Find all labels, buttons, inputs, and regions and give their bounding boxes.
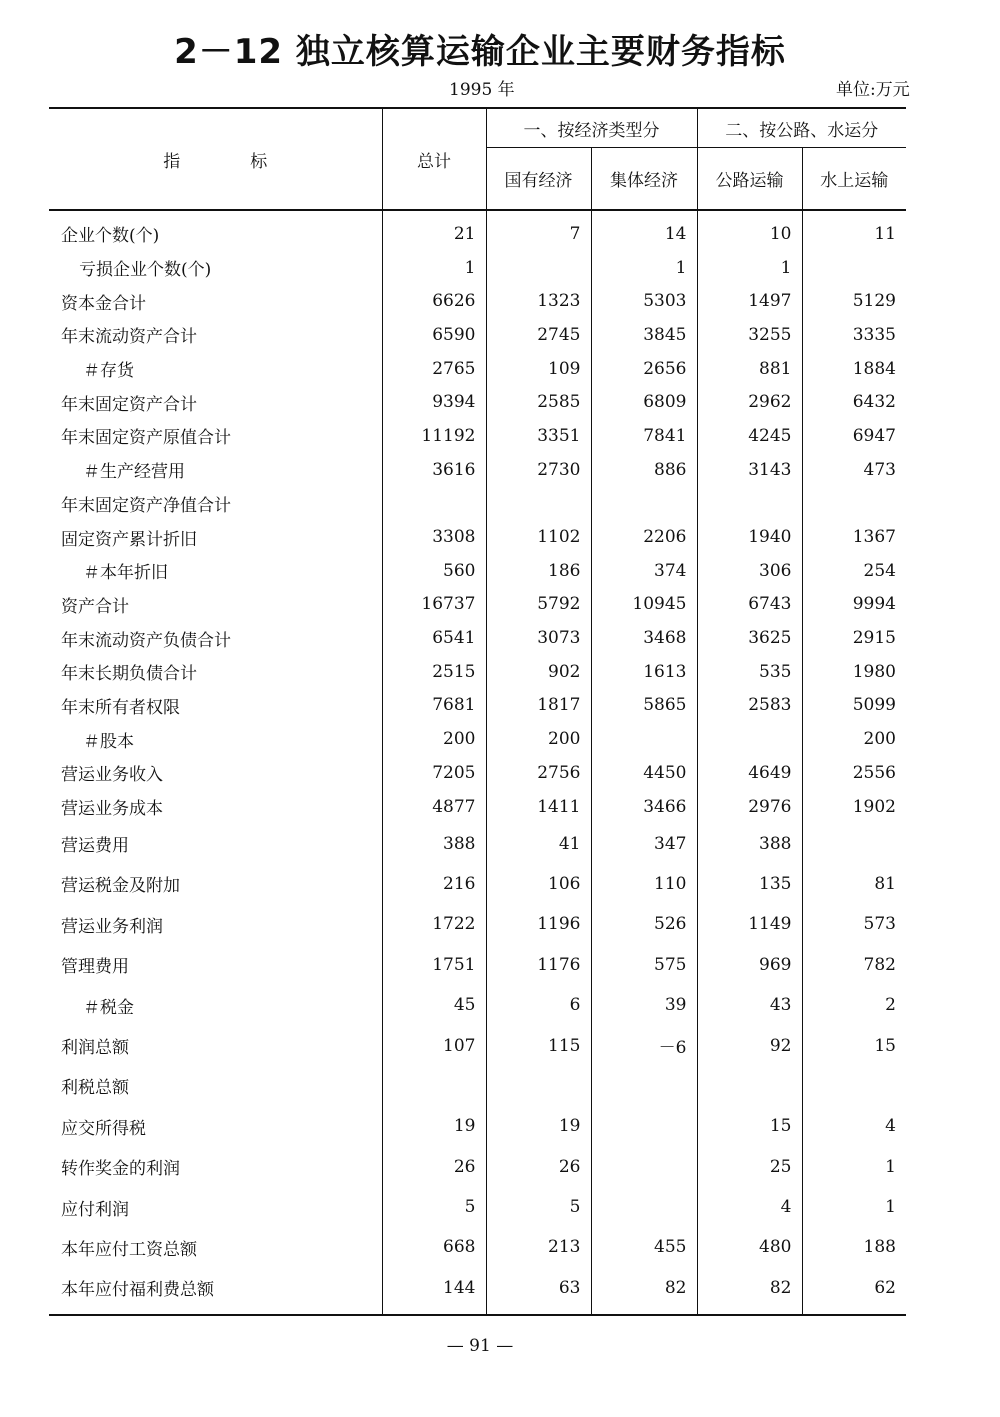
cell-coll: 10945 — [591, 588, 697, 622]
cell-water: 1 — [802, 1147, 906, 1187]
table-row — [49, 1147, 906, 1187]
cell-water — [802, 1066, 906, 1106]
cell-road: 1 — [697, 251, 802, 285]
financial-indicators-table — [49, 107, 906, 1316]
cell-total: 2515 — [382, 655, 486, 689]
cell-state: 106 — [486, 864, 591, 904]
table-row — [49, 1227, 906, 1267]
cell-coll: 7841 — [591, 419, 697, 453]
cell-road: 25 — [697, 1147, 802, 1187]
cell-water: 1980 — [802, 655, 906, 689]
cell-state: 3351 — [486, 419, 591, 453]
cell-state: 1176 — [486, 945, 591, 985]
cell-total — [382, 487, 486, 521]
cell-total: 9394 — [382, 385, 486, 419]
row-label: 资本金合计 — [61, 293, 146, 314]
cell-state: 1411 — [486, 790, 591, 824]
row-label: 企业个数(个) — [61, 226, 160, 247]
cell-coll: 5865 — [591, 689, 697, 723]
row-label: ＃生产经营用 — [83, 462, 185, 483]
indicator-header-char-2: 标 — [250, 151, 268, 172]
row-label: 资产合计 — [61, 596, 129, 617]
cell-total: 3308 — [382, 520, 486, 554]
row-label: ＃税金 — [83, 997, 134, 1018]
cell-total: 16737 — [382, 588, 486, 622]
cell-state: 63 — [486, 1268, 591, 1315]
row-label: 年末流动资产合计 — [61, 327, 197, 348]
row-label: 年末长期负债合计 — [61, 664, 197, 685]
cell-state: 7 — [486, 210, 591, 251]
cell-state: 200 — [486, 722, 591, 756]
row-label: 年末流动资产负债合计 — [61, 630, 231, 651]
cell-road: 2583 — [697, 689, 802, 723]
cell-total: 200 — [382, 722, 486, 756]
cell-water — [802, 823, 906, 863]
cell-road: 10 — [697, 210, 802, 251]
cell-water: 200 — [802, 722, 906, 756]
table-row — [49, 756, 906, 790]
row-label: 应付利润 — [61, 1199, 129, 1220]
cell-total: 4877 — [382, 790, 486, 824]
row-label: 年末固定资产合计 — [61, 394, 197, 415]
page-title: 2－12 独立核算运输企业主要财务指标 — [174, 32, 786, 72]
cell-coll: 6809 — [591, 385, 697, 419]
table-row — [49, 864, 906, 904]
table-row — [49, 1187, 906, 1227]
cell-water: 5129 — [802, 284, 906, 318]
cell-road: 1497 — [697, 284, 802, 318]
row-label: 固定资产累计折旧 — [61, 529, 197, 550]
cell-total: 560 — [382, 554, 486, 588]
row-label: 营运税金及附加 — [61, 876, 180, 897]
cell-coll: 110 — [591, 864, 697, 904]
cell-water: 1 — [802, 1187, 906, 1227]
cell-water: 2 — [802, 985, 906, 1025]
cell-state: 1323 — [486, 284, 591, 318]
cell-water: 2915 — [802, 621, 906, 655]
table-row — [49, 904, 906, 944]
cell-coll — [591, 1066, 697, 1106]
row-label: 年末固定资产净值合计 — [61, 495, 231, 516]
cell-state: 213 — [486, 1227, 591, 1267]
cell-total: 6626 — [382, 284, 486, 318]
year-label: 1995 年 — [449, 80, 515, 100]
cell-coll: 1 — [591, 251, 697, 285]
cell-state — [486, 251, 591, 285]
cell-total: 7205 — [382, 756, 486, 790]
cell-water: 573 — [802, 904, 906, 944]
cell-road: 881 — [697, 352, 802, 386]
cell-water: 81 — [802, 864, 906, 904]
cell-coll: 575 — [591, 945, 697, 985]
table-row — [49, 520, 906, 554]
economic-type-group-header: 一、按经济类型分 — [486, 108, 697, 148]
cell-road: 1940 — [697, 520, 802, 554]
road-transport-column-header: 公路运输 — [697, 148, 802, 210]
cell-total: 21 — [382, 210, 486, 251]
table-row — [49, 945, 906, 985]
water-transport-column-header: 水上运输 — [802, 148, 906, 210]
row-label: 亏损企业个数(个) — [79, 260, 212, 281]
cell-state: 5 — [486, 1187, 591, 1227]
row-label: 本年应付福利费总额 — [49, 1268, 382, 1315]
row-label: 营运费用 — [61, 836, 129, 857]
transport-mode-group-header: 二、按公路、水运分 — [697, 108, 906, 148]
row-label: 利税总额 — [61, 1078, 129, 1099]
cell-total: 1751 — [382, 945, 486, 985]
table-row — [49, 210, 906, 251]
table-row — [49, 419, 906, 453]
row-label: ＃存货 — [83, 361, 134, 382]
cell-coll: 374 — [591, 554, 697, 588]
page-number: — 91 — — [446, 1336, 514, 1356]
row-label: 本年应付工资总额 — [61, 1239, 197, 1260]
cell-water — [802, 487, 906, 521]
cell-water: 473 — [802, 453, 906, 487]
indicator-column-header — [49, 108, 382, 210]
table-row — [49, 621, 906, 655]
cell-road: 15 — [697, 1106, 802, 1146]
cell-water: 4 — [802, 1106, 906, 1146]
cell-road: 82 — [697, 1268, 802, 1315]
cell-total — [382, 1066, 486, 1106]
cell-state: 41 — [486, 823, 591, 863]
table-row — [49, 689, 906, 723]
cell-total: 6541 — [382, 621, 486, 655]
cell-total: 107 — [382, 1025, 486, 1065]
cell-coll: 347 — [591, 823, 697, 863]
cell-total: 3616 — [382, 453, 486, 487]
cell-coll — [591, 722, 697, 756]
cell-state: 2585 — [486, 385, 591, 419]
cell-coll: －6 — [591, 1025, 697, 1065]
table-row — [49, 284, 906, 318]
cell-road: 43 — [697, 985, 802, 1025]
cell-water — [802, 251, 906, 285]
cell-coll — [591, 487, 697, 521]
unit-label: 单位:万元 — [836, 80, 910, 100]
cell-water: 62 — [802, 1268, 906, 1315]
table-row — [49, 1268, 906, 1315]
cell-coll: 1613 — [591, 655, 697, 689]
cell-state: 2756 — [486, 756, 591, 790]
cell-road: 2976 — [697, 790, 802, 824]
row-label: ＃本年折旧 — [83, 563, 168, 584]
cell-water: 782 — [802, 945, 906, 985]
row-label: 应交所得税 — [61, 1118, 146, 1139]
cell-water: 6947 — [802, 419, 906, 453]
cell-total: 216 — [382, 864, 486, 904]
cell-state: 2730 — [486, 453, 591, 487]
cell-road: 3143 — [697, 453, 802, 487]
cell-state: 6 — [486, 985, 591, 1025]
cell-total: 144 — [382, 1268, 486, 1315]
cell-water: 2556 — [802, 756, 906, 790]
cell-total: 7681 — [382, 689, 486, 723]
table-row — [49, 1025, 906, 1065]
cell-road: 4 — [697, 1187, 802, 1227]
row-label: 管理费用 — [61, 957, 129, 978]
state-owned-column-header: 国有经济 — [486, 148, 591, 210]
cell-state: 1102 — [486, 520, 591, 554]
table-row — [49, 318, 906, 352]
cell-coll: 82 — [591, 1268, 697, 1315]
cell-road: 1149 — [697, 904, 802, 944]
cell-road — [697, 487, 802, 521]
cell-coll — [591, 1106, 697, 1146]
cell-state — [486, 1066, 591, 1106]
row-label: 年末固定资产原值合计 — [61, 428, 231, 449]
cell-total: 6590 — [382, 318, 486, 352]
cell-total: 19 — [382, 1106, 486, 1146]
cell-coll: 3466 — [591, 790, 697, 824]
table-row — [49, 487, 906, 521]
cell-coll — [591, 1187, 697, 1227]
cell-road: 2962 — [697, 385, 802, 419]
cell-coll — [591, 1147, 697, 1187]
cell-total: 26 — [382, 1147, 486, 1187]
cell-total: 11192 — [382, 419, 486, 453]
cell-water: 9994 — [802, 588, 906, 622]
cell-state — [486, 487, 591, 521]
cell-coll: 455 — [591, 1227, 697, 1267]
table-row — [49, 655, 906, 689]
cell-state: 3073 — [486, 621, 591, 655]
cell-water: 3335 — [802, 318, 906, 352]
cell-state: 902 — [486, 655, 591, 689]
indicator-header-char-1: 指 — [163, 151, 181, 172]
table-row — [49, 251, 906, 285]
row-label: 年末所有者权限 — [61, 697, 180, 718]
row-label: 营运业务收入 — [61, 765, 163, 786]
cell-road: 4245 — [697, 419, 802, 453]
cell-road: 306 — [697, 554, 802, 588]
table-row — [49, 554, 906, 588]
table-row — [49, 1106, 906, 1146]
row-label: 营运业务利润 — [61, 916, 163, 937]
cell-state: 2745 — [486, 318, 591, 352]
cell-coll: 886 — [591, 453, 697, 487]
table-row — [49, 1066, 906, 1106]
row-label: 转作奖金的利润 — [61, 1159, 180, 1180]
cell-road — [697, 1066, 802, 1106]
table-row — [49, 722, 906, 756]
cell-road: 3255 — [697, 318, 802, 352]
cell-state: 115 — [486, 1025, 591, 1065]
cell-road: 388 — [697, 823, 802, 863]
table-row — [49, 790, 906, 824]
cell-water: 1902 — [802, 790, 906, 824]
cell-total: 2765 — [382, 352, 486, 386]
cell-road: 4649 — [697, 756, 802, 790]
cell-state: 19 — [486, 1106, 591, 1146]
cell-road: 969 — [697, 945, 802, 985]
cell-total: 1 — [382, 251, 486, 285]
cell-water: 1367 — [802, 520, 906, 554]
cell-total: 388 — [382, 823, 486, 863]
cell-road: 535 — [697, 655, 802, 689]
cell-coll: 3468 — [591, 621, 697, 655]
cell-water: 5099 — [802, 689, 906, 723]
cell-coll: 3845 — [591, 318, 697, 352]
cell-coll: 2206 — [591, 520, 697, 554]
cell-total: 45 — [382, 985, 486, 1025]
cell-coll: 4450 — [591, 756, 697, 790]
cell-state: 1196 — [486, 904, 591, 944]
table-row — [49, 352, 906, 386]
row-label: ＃股本 — [83, 731, 134, 752]
table-row — [49, 385, 906, 419]
cell-state: 186 — [486, 554, 591, 588]
table-row — [49, 588, 906, 622]
cell-road: 480 — [697, 1227, 802, 1267]
cell-water: 188 — [802, 1227, 906, 1267]
table-row — [49, 823, 906, 863]
cell-road: 3625 — [697, 621, 802, 655]
cell-coll: 39 — [591, 985, 697, 1025]
collective-column-header: 集体经济 — [591, 148, 697, 210]
cell-road: 92 — [697, 1025, 802, 1065]
row-label: 营运业务成本 — [61, 799, 163, 820]
cell-road: 135 — [697, 864, 802, 904]
cell-total: 1722 — [382, 904, 486, 944]
cell-water: 254 — [802, 554, 906, 588]
cell-water: 15 — [802, 1025, 906, 1065]
cell-state: 1817 — [486, 689, 591, 723]
cell-road — [697, 722, 802, 756]
total-column-header: 总计 — [382, 108, 486, 210]
cell-water: 11 — [802, 210, 906, 251]
cell-state: 26 — [486, 1147, 591, 1187]
row-label: 利润总额 — [61, 1038, 129, 1059]
cell-coll: 2656 — [591, 352, 697, 386]
cell-water: 1884 — [802, 352, 906, 386]
cell-total: 5 — [382, 1187, 486, 1227]
cell-total: 668 — [382, 1227, 486, 1267]
cell-state: 5792 — [486, 588, 591, 622]
cell-coll: 5303 — [591, 284, 697, 318]
table-row — [49, 453, 906, 487]
cell-road: 6743 — [697, 588, 802, 622]
cell-state: 109 — [486, 352, 591, 386]
cell-coll: 14 — [591, 210, 697, 251]
cell-coll: 526 — [591, 904, 697, 944]
cell-water: 6432 — [802, 385, 906, 419]
table-row — [49, 985, 906, 1025]
